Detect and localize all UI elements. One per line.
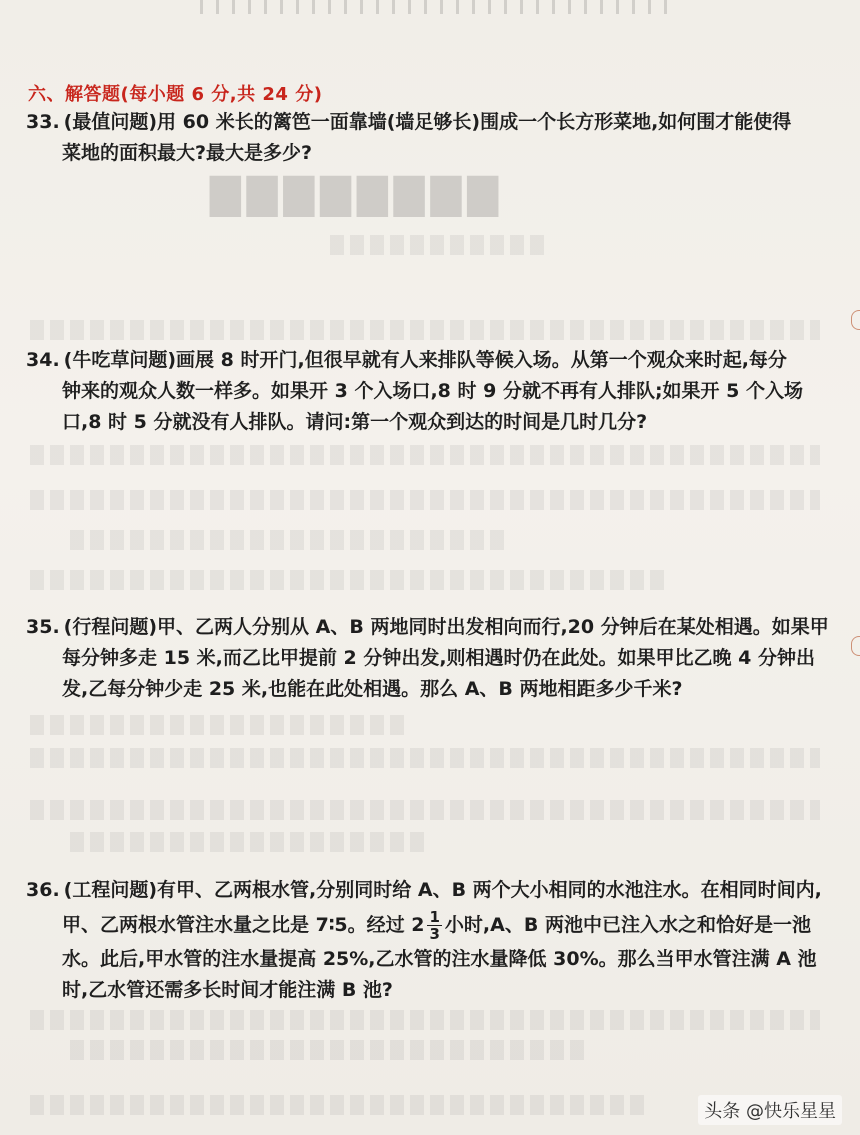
problem-text: (最值问题)用 60 米长的篱笆一面靠墙(墙足够长)围成一个长方形菜地,如何围才能使得 — [63, 111, 792, 133]
problem-text: (牛吃草问题)画展 8 时开门,但很早就有人来排队等候入场。从第一个观众来时起,每分 — [63, 349, 787, 371]
problem-36 — [26, 875, 838, 1006]
bleed-through-line — [30, 1010, 820, 1030]
problem-number: 33. — [26, 111, 60, 133]
mixed-number-fraction — [427, 909, 441, 942]
problem-text: 甲、乙两根水管注水量之比是 7∶5。经过 2 — [62, 914, 425, 936]
fraction-denominator: 3 — [429, 925, 440, 943]
bleed-through-line — [30, 800, 820, 820]
problem-text: 菜地的面积最大?最大是多少? — [62, 142, 313, 164]
fraction-numerator: 1 — [429, 908, 440, 926]
problem-text: 小时,A、B 两池中已注入水之和恰好是一池 — [444, 914, 811, 936]
problem-text: 每分钟多走 15 米,而乙比甲提前 2 分钟出发,则相遇时仍在此处。如果甲比乙晚 4 分钟出 — [62, 647, 816, 669]
problem-text: 口,8 时 5 分就没有人排队。请问:第一个观众到达的时间是几时几分? — [62, 411, 648, 433]
bleed-through-line — [70, 1040, 590, 1060]
problem-number: 35. — [26, 616, 60, 638]
bleed-through-line — [70, 832, 430, 852]
problem-35 — [26, 612, 838, 705]
problem-34 — [26, 345, 838, 438]
problem-line — [26, 107, 838, 138]
bleed-through-line — [30, 570, 670, 590]
bleed-through-line — [330, 235, 550, 255]
problem-line — [26, 875, 838, 906]
problem-line — [26, 612, 838, 643]
problem-text: (行程问题)甲、乙两人分别从 A、B 两地同时出发相向而行,20 分钟后在某处相遇。如果甲 — [63, 616, 829, 638]
problem-line — [26, 345, 838, 376]
bleed-through-line — [30, 715, 410, 735]
bleed-through-line — [30, 445, 820, 465]
problem-33 — [26, 107, 838, 169]
watermark: 头条 @快乐星星 — [698, 1095, 842, 1125]
bleed-through-line — [30, 748, 820, 768]
bleed-through-line — [30, 1095, 650, 1115]
bleed-through-title: ▇▇▇▇▇▇▇▇ — [210, 170, 505, 217]
top-edge-smudge — [200, 0, 680, 14]
problem-text: 钟来的观众人数一样多。如果开 3 个入场口,8 时 9 分就不再有人排队;如果开 5 个入场 — [62, 380, 804, 402]
bleed-through-line — [70, 530, 510, 550]
page-edge-mark — [851, 310, 860, 330]
page-edge-mark — [851, 636, 860, 656]
problem-text: 发,乙每分钟少走 25 米,也能在此处相遇。那么 A、B 两地相距多少千米? — [62, 678, 683, 700]
problem-line — [26, 906, 838, 944]
section-heading: 六、解答题(每小题 6 分,共 24 分) — [28, 84, 323, 105]
problem-text: (工程问题)有甲、乙两根水管,分别同时给 A、B 两个大小相同的水池注水。在相同时间内, — [63, 879, 822, 901]
problem-text: 水。此后,甲水管的注水量提高 25%,乙水管的注水量降低 30%。那么当甲水管注满 A 池 — [62, 948, 817, 970]
bleed-through-line — [30, 320, 820, 340]
problem-text: 时,乙水管还需多长时间才能注满 B 池? — [62, 979, 393, 1001]
problem-number: 36. — [26, 879, 60, 901]
problem-number: 34. — [26, 349, 60, 371]
bleed-through-line — [30, 490, 820, 510]
